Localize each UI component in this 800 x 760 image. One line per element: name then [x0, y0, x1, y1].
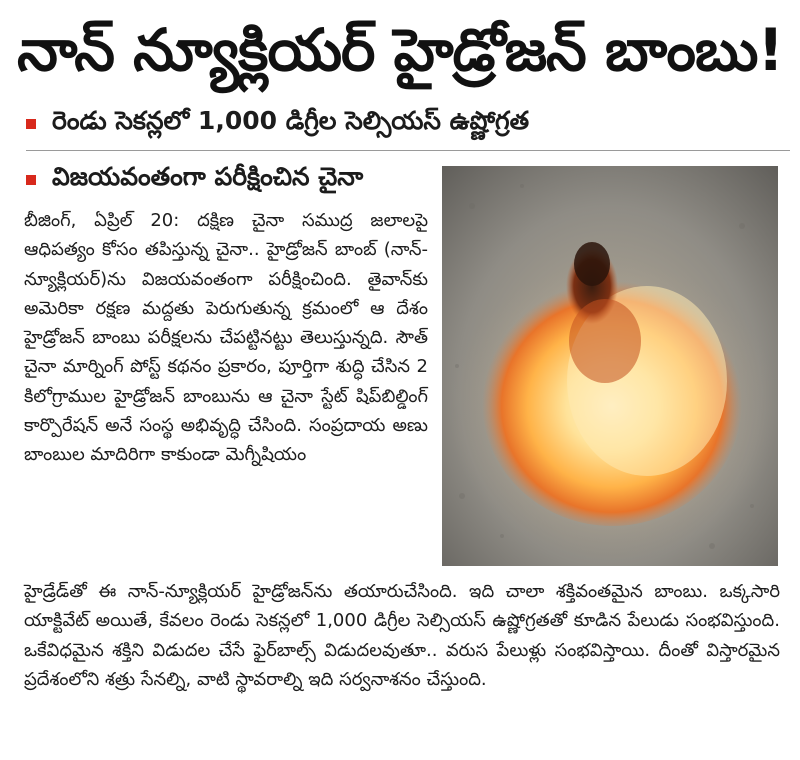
explosion-photo-icon: [442, 166, 778, 566]
subhead-temperature-text: రెండు సెకన్లలో 1,000 డిగ్రీల సెల్సియస్ ఉష్ణోగ్రత: [52, 106, 530, 135]
article-body-full: హైడ్రేడ్‌తో ఈ నాన్-న్యూక్లియర్ హైడ్రోజన్‌ను తయారుచేసింది. ఇది చాలా శక్తివంతమైన బాంబు. ఒక్కసారి యాక్టివేట్ అయితే, కేవలం రెండు సెకన్లలో 1,000 డిగ్రీల సెల్సియస్ ఉష్ణోగ్రతతో కూడిన పేలుడు సంభవిస్తుంది. ఒకేవిధమైన శక్తిని విడుదల చేసే ఫైర్‌బాల్స్ విడుదలవుతూ.. వరుస పేలుళ్లు సంభవిస్తాయి. దీంతో విస్తారమైన ప్రదేశంలోని శత్రు సేనల్ని, వాటి స్థావరాల్ని ఇది సర్వనాశనం చేస్తుంది.: [24, 581, 780, 690]
headline: నాన్ న్యూక్లియర్ హైడ్రోజన్ బాంబు!: [17, 16, 783, 84]
subhead-success: [26, 158, 363, 202]
divider-line: [26, 150, 790, 151]
article-body-column: బీజింగ్, ఏప్రిల్ 20: దక్షిణ చైనా సముద్ర జలాలపై ఆధిపత్యం కోసం తపిస్తున్న చైనా.. హైడ్రోజన్ బాంబ్ (నాన్-న్యూక్లియర్)ను విజయవంతంగా పరీక్షించింది. తైవాన్‌కు అమెరికా రక్షణ మద్దతు పెరుగుతున్న క్రమంలో ఆ దేశం హైడ్రోజన్ బాంబు పరీక్షలను చేపట్టినట్టు తెలుస్తున్నది. సౌత్ చైనా మార్నింగ్ పోస్ట్ కథనం ప్రకారం, పూర్తిగా శుద్ధి చేసిన 2 కిలోగ్రాముల హైడ్రోజన్ బాంబును ఆ చైనా స్టేట్ షిప్‌బిల్డింగ్ కార్పొరేషన్ అనే సంస్థ అభివృద్ధి చేసింది. సంప్రదాయ అణు బాంబుల మాదిరిగా కాకుండా మెగ్నీషియం: [24, 210, 428, 466]
subhead-temperature: [26, 102, 529, 146]
subhead-success-text: విజయవంతంగా పరీక్షించిన చైనా: [52, 162, 364, 191]
explosion-photo: [442, 166, 778, 566]
bullet-square-icon: [26, 175, 36, 185]
bullet-square-icon: [26, 119, 36, 129]
